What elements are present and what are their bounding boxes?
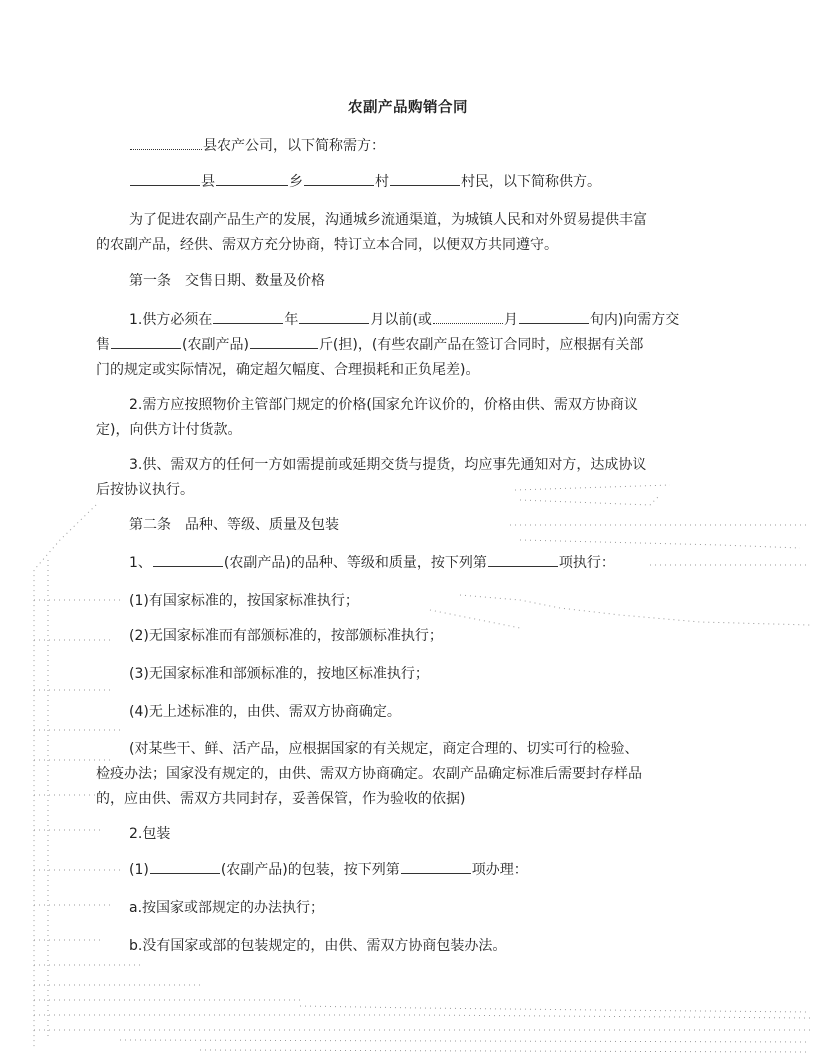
item-text: 月 xyxy=(503,312,518,328)
dot-trail xyxy=(34,1015,810,1018)
item-text: 定)，向供方计付货款。 xyxy=(96,422,242,438)
packaging-option-b xyxy=(96,934,724,959)
township-label: 乡 xyxy=(289,174,303,190)
item-text: 1、 xyxy=(129,555,152,571)
party-a-suffix: 县农产公司，以下简称需方： xyxy=(203,138,385,154)
option-text: b.没有国家或部的包装规定的，由供、需双方协商包装办法。 xyxy=(129,938,507,954)
county-blank[interactable] xyxy=(130,172,200,186)
party-b-line xyxy=(96,170,724,195)
period-blank[interactable] xyxy=(519,310,589,324)
dot-trail xyxy=(300,1006,810,1012)
item-text: 旬内)向需方交 xyxy=(589,312,680,328)
item-text: 3.供、需双方的任何一方如需提前或延期交货与提货，均应事先通知对方，达成协议 xyxy=(129,457,647,473)
intro-line-2: 的农副产品，经供、需双方充分协商，特订立本合同，以便双方共同遵守。 xyxy=(96,237,558,253)
item-text: 年 xyxy=(284,312,299,328)
product-blank[interactable] xyxy=(111,335,181,349)
article-1-item-2 xyxy=(96,393,724,443)
item-text: (农副产品)的品种、等级和质量，按下列第 xyxy=(223,555,487,571)
standard-option-4 xyxy=(96,700,724,725)
dot-trail xyxy=(120,1040,810,1042)
item-text: (农副产品) xyxy=(182,337,249,353)
option-number-blank[interactable] xyxy=(488,553,558,567)
note-text: 检疫办法；国家没有规定的，由供、需双方协商确定。农副产品确定标准后需要封存样品 xyxy=(96,766,642,782)
item-text: (1) xyxy=(129,862,149,878)
item-text: 售 xyxy=(96,337,110,353)
item-text: 斤(担)，(有些农副产品在签订合同时，应根据有关部 xyxy=(318,337,644,353)
packaging-option-a xyxy=(96,896,724,921)
intro-paragraph xyxy=(96,208,724,258)
article-1-item-1 xyxy=(96,308,724,383)
item-text: 项执行： xyxy=(558,555,615,571)
packaging-heading-text: 2.包装 xyxy=(129,826,171,842)
note-text: 的，应由供、需双方共同封存，妥善保管，作为验收的依据) xyxy=(96,791,466,807)
party-a-line xyxy=(96,134,724,159)
option-text: (3)无国家标准和部颁标准的，按地区标准执行； xyxy=(129,666,429,682)
product-blank[interactable] xyxy=(150,860,220,874)
article-2-heading-text: 第二条 品种、等级、质量及包装 xyxy=(129,517,339,533)
option-text: (1)有国家标准的，按国家标准执行； xyxy=(129,593,359,609)
party-b-suffix: 村民，以下简称供方。 xyxy=(461,174,601,190)
option-text: a.按国家或部规定的办法执行； xyxy=(129,900,325,916)
standard-option-3 xyxy=(96,662,724,687)
dot-trail xyxy=(34,505,96,1050)
villager-blank[interactable] xyxy=(390,172,460,186)
item-text: 门的规定或实际情况，确定超欠幅度、合理损耗和正负尾差)。 xyxy=(96,362,480,378)
alt-month-blank[interactable] xyxy=(433,310,503,324)
item-text: 2.需方应按照物价主管部门规定的价格(国家允许议价的，价格由供、需双方协商议 xyxy=(129,397,638,413)
article-1-heading-text: 第一条 交售日期、数量及价格 xyxy=(129,273,325,289)
packaging-option-blank[interactable] xyxy=(401,860,471,874)
item-text: 1.供方必须在 xyxy=(129,312,213,328)
township-blank[interactable] xyxy=(216,172,288,186)
article-2-heading xyxy=(96,513,724,538)
document-title: 农副产品购销合同 xyxy=(348,100,468,116)
intro-line-1: 为了促进农副产品生产的发展，沟通城乡流通渠道，为城镇人民和对外贸易提供丰富 xyxy=(129,212,647,228)
packaging-heading xyxy=(96,822,724,847)
village-blank[interactable] xyxy=(304,172,374,186)
quantity-blank[interactable] xyxy=(250,335,318,349)
article-2-item-1 xyxy=(96,551,724,576)
note-text: (对某些干、鲜、活产品，应根据国家的有关规定，商定合理的、切实可行的检验、 xyxy=(129,741,639,757)
item-text: 后按协议执行。 xyxy=(96,482,194,498)
party-a-blank[interactable] xyxy=(130,136,202,150)
option-text: (2)无国家标准而有部颁标准的，按部颁标准执行； xyxy=(129,628,443,644)
article-1-heading xyxy=(96,269,724,294)
standard-option-1 xyxy=(96,589,724,614)
dot-trail xyxy=(520,540,800,548)
article-1-item-3 xyxy=(96,453,724,503)
product-blank[interactable] xyxy=(153,553,223,567)
item-text: 项办理： xyxy=(471,862,528,878)
year-blank[interactable] xyxy=(213,310,283,324)
item-text: 月以前(或 xyxy=(370,312,432,328)
month-blank[interactable] xyxy=(299,310,369,324)
item-text: (农副产品)的包装，按下列第 xyxy=(220,862,400,878)
dot-trail xyxy=(200,1050,810,1052)
standard-option-2 xyxy=(96,624,724,649)
option-text: (4)无上述标准的，由供、需双方协商确定。 xyxy=(129,704,401,720)
village-label: 村 xyxy=(375,174,389,190)
county-label: 县 xyxy=(201,174,215,190)
inspection-note xyxy=(96,737,724,812)
packaging-item-1 xyxy=(96,858,724,883)
